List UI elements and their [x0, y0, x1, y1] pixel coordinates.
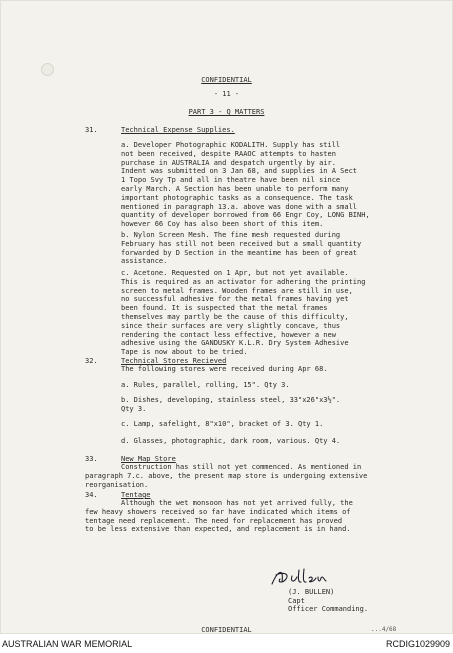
archive-footer-bar — [0, 635, 453, 653]
section-32-title: Technical Stores Recieved — [121, 357, 227, 365]
section-32-item-d: d. Glasses, photographic, dark room, various. Qty 4. — [121, 437, 341, 445]
classification-footer: CONFIDENTIAL — [201, 626, 252, 634]
section-31-number: 31. — [85, 126, 98, 134]
section-33-body: Construction has still not yet commenced. As mentioned in paragraph 7.c. above, the present map store is undergoing extensive reorganisation. — [85, 463, 368, 489]
section-34-title: Tentage — [121, 491, 151, 499]
signatory-name: (J. BULLEN) — [288, 588, 335, 596]
section-32-item-a: a. Rules, parallel, rolling, 15". Qty 3. — [121, 381, 290, 389]
signatory-rank: Capt — [288, 596, 305, 605]
section-31-paragraph-a: a. Developer Photographic KODALITH. Supply has still not been received, despite RAAOC attempts to hasten purchase in AUSTRALIA and despatch urgently by air. Indent was submitted on 3 Jan 68, and supplies in A Sect 1 Topo Svy Tp and all in theatre have been nil since early March. A Section has been unable to perform many important photographic tasks as a consequence. The task mentioned in paragraph 13.a. above was done with a small quantity of developer borrowed from 66 Engr Coy, LONG BINH, however 66 Coy has also been short of this item. — [121, 141, 370, 229]
page-reference: ...4/68 — [371, 626, 397, 633]
section-31-paragraph-c: c. Acetone. Requested on 1 Apr, but not yet available. This is required as an activator for adhering the printing screen to metal frames. Wooden frames are still in use, no successful adhesive for the metal frames having yet been found. It is suspected that the metal frames themselves may partly be the cause of this difficulty, since their surfaces are very slightly concave, thus rendering the contact less effective, however a new adhesive using the GANDUSKY K.L.R. Dry System Adhesive Tape is now about to be tried. — [121, 269, 366, 357]
archive-id: RCDIG1029909 — [385, 639, 450, 649]
part-heading: PART 3 - Q MATTERS — [188, 108, 265, 116]
section-34-body: Although the wet monsoon has not yet arrived fully, the few heavy showers received so far have indicated which items of tentage need replacement. The need for replacement has proved to be less extensive than expected, and replacement is in hand. — [85, 499, 353, 534]
archive-name: AUSTRALIAN WAR MEMORIAL — [2, 639, 133, 649]
page-number: - 11 - — [213, 90, 240, 98]
section-31-title: Technical Expense Supplies. — [121, 126, 235, 134]
punch-hole-mark — [41, 63, 54, 76]
section-33-number: 33. — [85, 455, 98, 463]
handwritten-signature — [268, 566, 348, 588]
section-33-title: New Map Store — [121, 455, 176, 463]
classification-header: CONFIDENTIAL — [201, 76, 252, 84]
section-32-intro: The following stores were received during Apr 68. — [121, 365, 328, 373]
section-34-number: 34. — [85, 491, 98, 499]
section-32-item-b: b. Dishes, developing, stainless steel, 33"x26"x3½". Qty 3. — [121, 396, 341, 413]
signature-block — [288, 588, 368, 614]
section-32-item-c: c. Lamp, safelight, 8"x10", bracket of 3. Qty 1. — [121, 420, 324, 428]
section-32-number: 32. — [85, 357, 98, 365]
section-31-paragraph-b: b. Nylon Screen Mesh. The fine mesh requested during February has still not been received but a small quantity forwarded by D Section in the meantime has been of great assistance. — [121, 231, 362, 266]
signatory-role: Officer Commanding. — [288, 605, 369, 614]
